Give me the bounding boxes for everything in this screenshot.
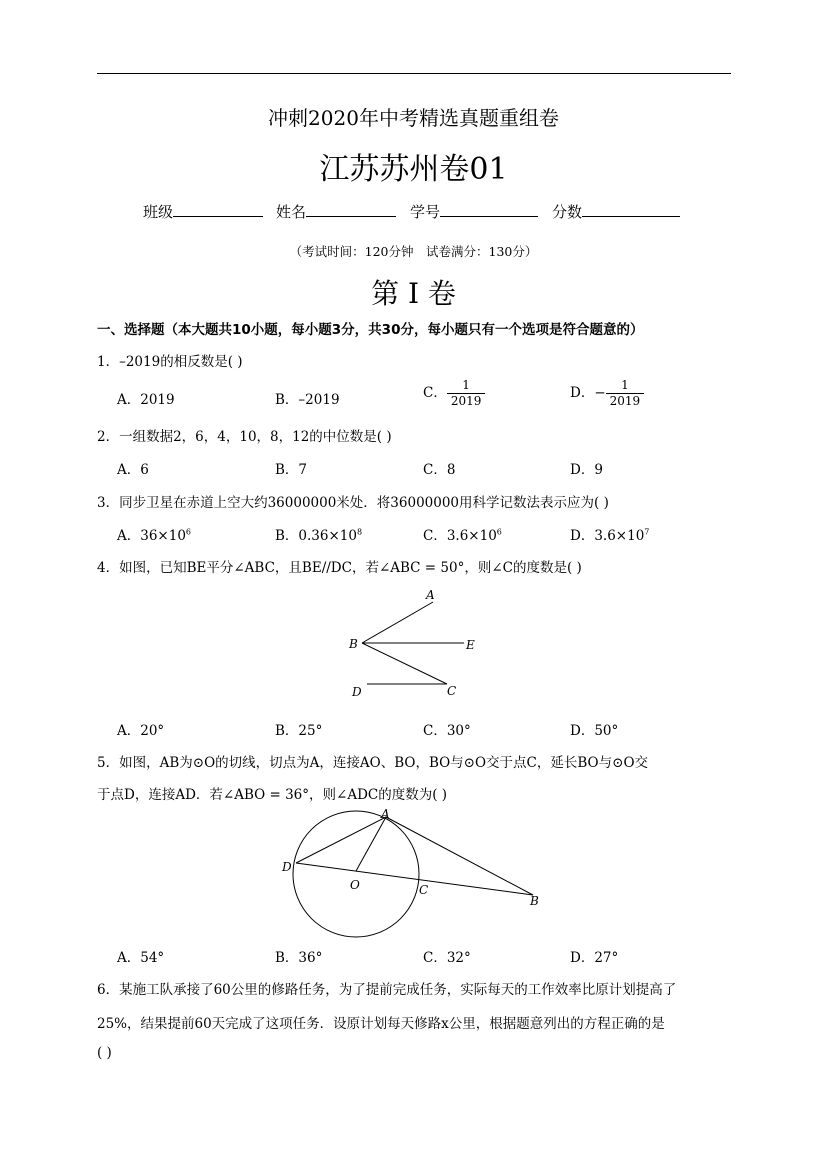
q3-b-base: B．0.36×10 (275, 528, 357, 544)
exam-subtitle: 冲刺2020年中考精选真题重组卷 (268, 106, 559, 130)
q4-figure (340, 585, 490, 700)
q5-figure (275, 805, 550, 940)
q5-line-ad (296, 817, 386, 863)
q4-label-a: A (426, 588, 435, 602)
q4-option-d[interactable]: D．50° (570, 723, 619, 739)
q5-label-d: D (282, 860, 292, 874)
q5-circle (293, 811, 419, 937)
q4-option-a[interactable]: A．20° (117, 723, 165, 739)
q3-d-exponent: 7 (644, 527, 650, 537)
id-label: 学号 (410, 203, 441, 221)
class-blank[interactable] (173, 201, 263, 217)
q3-option-d[interactable] (570, 524, 649, 544)
q1-c-prefix: C． (423, 385, 447, 401)
exam-note: （考试时间：120分钟 试卷满分：130分） (289, 244, 538, 259)
q1-d-fraction (606, 378, 645, 409)
class-field[interactable] (143, 201, 263, 222)
top-rule (97, 73, 731, 74)
q1-option-b[interactable]: B．–2019 (275, 392, 340, 408)
score-label: 分数 (552, 203, 583, 221)
score-blank[interactable] (582, 201, 680, 217)
q3-b-exponent: 8 (356, 527, 363, 537)
q1-option-d[interactable] (570, 378, 644, 409)
q1-d-denominator: 2019 (609, 394, 641, 408)
q1-c-fraction (447, 378, 486, 409)
q3-option-c[interactable] (423, 524, 502, 544)
question-2-stem: 2．一组数据2，6，4，10，8，12的中位数是( ) (97, 429, 392, 445)
q4-label-c: C (447, 684, 457, 698)
id-blank[interactable] (440, 201, 538, 217)
question-1-stem: 1．–2019的相反数是( ) (97, 354, 243, 370)
question-6-line1: 6．某施工队承接了60公里的修路任务，为了提前完成任务，实际每天的工作效率比原计划提高了 (97, 982, 677, 998)
q5-line-db (296, 863, 533, 895)
q4-option-b[interactable]: B．25° (275, 723, 323, 739)
q3-a-base: A．36×10 (117, 528, 186, 544)
q1-option-c[interactable] (423, 378, 485, 409)
q5-option-c[interactable]: C．32° (423, 950, 471, 966)
q1-d-prefix: D．− (570, 385, 606, 401)
name-blank[interactable] (306, 201, 396, 217)
q2-option-b[interactable]: B．7 (275, 462, 308, 478)
q5-label-o: O (350, 878, 360, 892)
q2-option-a[interactable]: A．6 (117, 462, 149, 478)
name-label: 姓名 (276, 203, 307, 221)
q3-option-a[interactable] (117, 524, 191, 544)
class-label: 班级 (143, 203, 174, 221)
question-6-line3: ( ) (97, 1045, 112, 1061)
q3-c-exponent: 6 (496, 527, 502, 537)
q5-option-a[interactable]: A．54° (117, 950, 165, 966)
q4-line-ba (362, 602, 433, 643)
question-5-stem-line1: 5．如图，AB为⊙O的切线，切点为A，连接AO、BO，BO与⊙O交于点C，延长BO与⊙O交 (97, 755, 649, 771)
q1-option-a[interactable]: A．2019 (117, 392, 175, 408)
q5-option-d[interactable]: D．27° (570, 950, 619, 966)
question-5-stem-line2: 于点D，连接AD．若∠ABO = 36°，则∠ADC的度数为( ) (97, 787, 448, 803)
q4-option-c[interactable]: C．30° (423, 723, 471, 739)
q4-label-b: B (349, 637, 358, 651)
q5-tangent-ab (386, 817, 533, 895)
question-3-stem: 3．同步卫星在赤道上空大约36000000米处．将36000000用科学记数法表示应为( ) (97, 495, 609, 511)
q1-d-numerator: 1 (606, 378, 645, 394)
q4-label-e: E (466, 638, 475, 652)
score-field[interactable] (552, 201, 680, 222)
name-field[interactable] (276, 201, 396, 222)
q5-label-a: A (381, 807, 390, 821)
q3-d-base: D．3.6×10 (570, 528, 645, 544)
q1-c-denominator: 2019 (450, 394, 482, 408)
q2-option-d[interactable]: D．9 (570, 462, 603, 478)
q5-option-b[interactable]: B．36° (275, 950, 323, 966)
q3-c-base: C．3.6×10 (423, 528, 497, 544)
q4-line-bc (362, 643, 447, 684)
q5-label-b: B (530, 894, 539, 908)
exam-title: 江苏苏州卷01 (319, 152, 508, 187)
q5-label-c: C (419, 883, 429, 897)
id-field[interactable] (410, 201, 538, 222)
q2-option-c[interactable]: C．8 (423, 462, 456, 478)
q1-c-numerator: 1 (447, 378, 486, 394)
q3-option-b[interactable] (275, 524, 362, 544)
question-6-line2: 25%，结果提前60天完成了这项任务．设原计划每天修路x公里，根据题意列出的方程正确的是 (97, 1016, 665, 1032)
volume-title: 第 I 卷 (371, 277, 456, 310)
q4-label-d: D (352, 685, 362, 699)
section-heading: 一、选择题（本大题共10小题，每小题3分，共30分，每小题只有一个选项是符合题意的） (97, 322, 644, 338)
q3-a-exponent: 6 (185, 527, 192, 537)
question-4-stem: 4．如图，已知BE平分∠ABC，且BE//DC，若∠ABC = 50°，则∠C的度数是( ) (97, 560, 582, 576)
